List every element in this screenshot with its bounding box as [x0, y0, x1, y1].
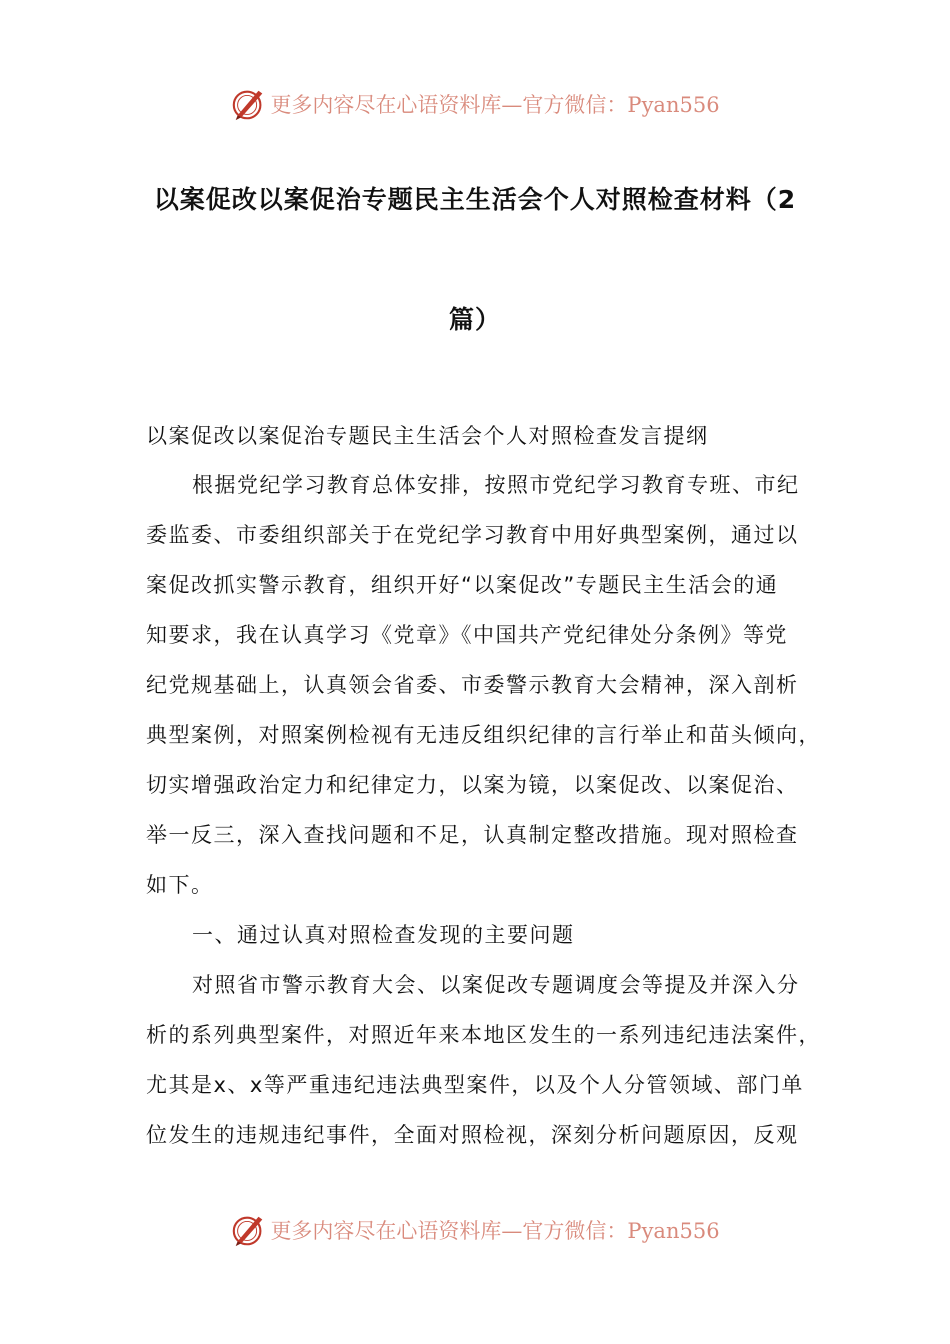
- body-line: 根据党纪学习教育总体安排，按照市党纪学习教育专班、市纪: [192, 473, 800, 497]
- document-title-line1: 以案促改以案促治专题民主生活会个人对照检查材料（2: [153, 185, 797, 214]
- watermark-banner-top: [0, 84, 950, 124]
- document-title-line2: 篇）: [448, 305, 501, 334]
- document-body: [146, 470, 821, 1170]
- body-line: 位发生的违规违纪事件，全面对照检视，深刻分析问题原因，反观: [146, 1123, 799, 1147]
- document-subheading: 以案促改以案促治专题民主生活会个人对照检查发言提纲: [146, 424, 709, 448]
- body-line: 析的系列典型案件，对照近年来本地区发生的一系列违纪违法案件，: [146, 1023, 821, 1047]
- body-line: 举一反三，深入查找问题和不足，认真制定整改措施。现对照检查: [146, 823, 799, 847]
- body-line: 知要求，我在认真学习《党章》《中国共产党纪律处分条例》等党: [146, 623, 788, 647]
- section-heading: 一、通过认真对照检查发现的主要问题: [192, 923, 575, 947]
- watermark-text: 更多内容尽在心语资料库—官方微信：Pyan556: [270, 93, 720, 117]
- pen-logo-icon: [230, 85, 268, 123]
- body-line: 如下。: [146, 873, 214, 897]
- body-line: 纪党规基础上，认真领会省委、市委警示教育大会精神，深入剖析: [146, 673, 799, 697]
- pen-logo-icon: [230, 1211, 268, 1249]
- body-line: 典型案例，对照案例检视有无违反组织纪律的言行举止和苗头倾向，: [146, 723, 821, 747]
- body-line: 委监委、市委组织部关于在党纪学习教育中用好典型案例，通过以: [146, 523, 799, 547]
- body-line: 案促改抓实警示教育，组织开好“以案促改”专题民主生活会的通: [146, 573, 779, 597]
- body-line: 切实增强政治定力和纪律定力，以案为镜，以案促改、以案促治、: [146, 773, 799, 797]
- body-line: 对照省市警示教育大会、以案促改专题调度会等提及并深入分: [192, 973, 800, 997]
- watermark-banner-bottom: [0, 1210, 950, 1250]
- watermark-text: 更多内容尽在心语资料库—官方微信：Pyan556: [270, 1219, 720, 1243]
- body-line: 尤其是x、x等严重违纪违法典型案件，以及个人分管领域、部门单: [146, 1073, 804, 1097]
